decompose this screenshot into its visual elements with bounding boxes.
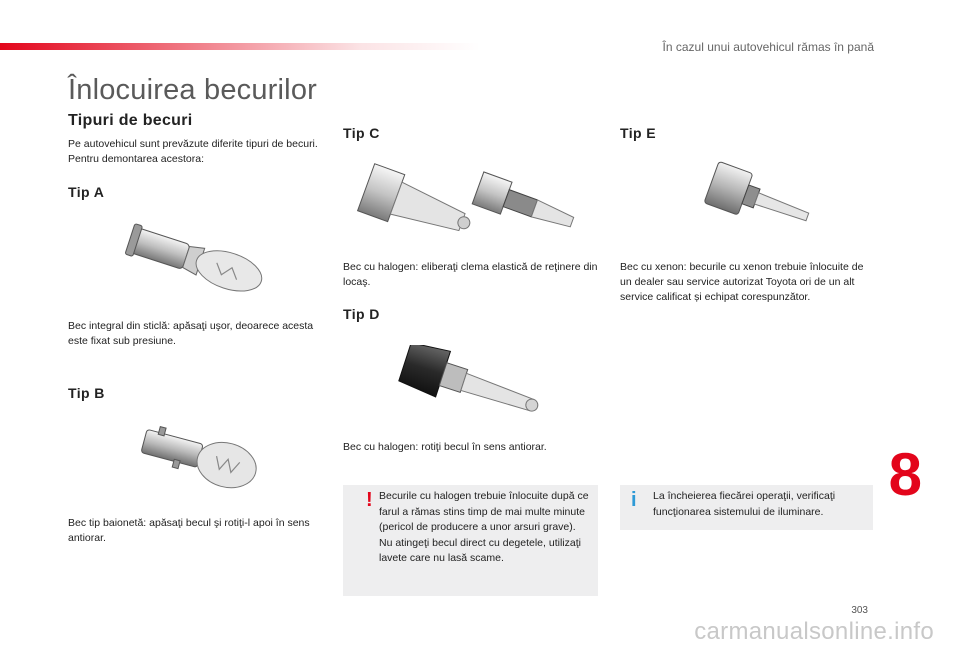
warning-icon: ! bbox=[366, 489, 373, 511]
tip-c-bulb-illustration bbox=[355, 160, 585, 255]
tip-d-text: Bec cu halogen: rotiţi becul în sens antiorar. bbox=[343, 441, 547, 453]
tip-d-bulb-illustration bbox=[395, 345, 550, 425]
chapter-number: 8 bbox=[888, 441, 922, 508]
info-text: La încheierea fiecărei operaţii, verificaţi funcţionarea sistemului de iluminare. bbox=[653, 490, 836, 518]
tip-d-heading: Tip D bbox=[343, 306, 380, 322]
tip-a-text: Bec integral din sticlă: apăsaţi uşor, deoarece acesta este fixat sub presiune. bbox=[68, 320, 314, 347]
tip-b-bulb-illustration bbox=[135, 420, 265, 500]
tip-c-heading: Tip C bbox=[343, 125, 380, 141]
tip-b-heading: Tip B bbox=[68, 385, 105, 401]
tip-e-text: Bec cu xenon: becurile cu xenon trebuie înlocuite de un dealer sau service autorizat Toyota ori de un alt service calificat și echipat corespunzător. bbox=[620, 261, 864, 303]
tip-b-text: Bec tip baionetă: apăsaţi becul şi rotiţi-l apoi în sens antiorar. bbox=[68, 517, 310, 544]
page-title: Înlocuirea becurilor bbox=[68, 74, 318, 106]
tip-e-bulb-illustration bbox=[700, 160, 820, 240]
info-icon: i bbox=[631, 489, 637, 511]
watermark: carmanualsonline.info bbox=[694, 618, 934, 645]
info-box bbox=[620, 485, 873, 530]
tip-c-text: Bec cu halogen: eliberaţi clema elastică de reţinere din locaş. bbox=[343, 261, 598, 288]
intro-heading: Tipuri de becuri bbox=[68, 112, 193, 129]
section-title: În cazul unui autovehicul rămas în pană bbox=[662, 40, 874, 54]
page-number: 303 bbox=[851, 605, 868, 616]
tip-a-bulb-illustration bbox=[120, 222, 270, 302]
warning-text: Becurile cu halogen trebuie înlocuite după ce farul a rămas stins timp de mai multe minute (pericol de producere a unor arsuri grave). Nu atingeţi becul direct cu degetele, utilizaţi lavete care nu lasă scame. bbox=[379, 490, 589, 564]
header-accent-bar bbox=[0, 43, 480, 50]
warning-box bbox=[343, 485, 598, 596]
intro-text: Pe autovehicul sunt prevăzute diferite tipuri de becuri. Pentru demontarea acestora: bbox=[68, 138, 318, 165]
tip-a-heading: Tip A bbox=[68, 184, 105, 200]
tip-e-heading: Tip E bbox=[620, 125, 656, 141]
